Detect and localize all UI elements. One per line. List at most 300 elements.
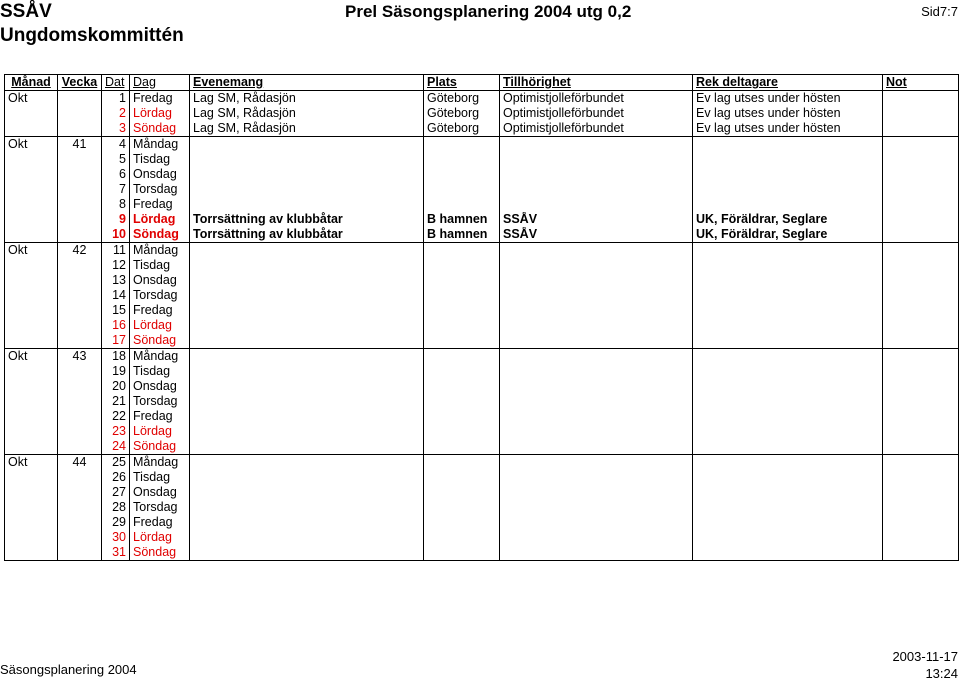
cell-evenemang: Torrsättning av klubbåtar	[190, 227, 424, 243]
cell-vecka	[58, 273, 102, 288]
table-row	[5, 485, 959, 500]
cell-rek	[693, 394, 883, 409]
cell-dat: 22	[102, 409, 130, 424]
cell-dat: 21	[102, 394, 130, 409]
cell-evenemang	[190, 349, 424, 365]
cell-tillhorighet	[500, 197, 693, 212]
table-row	[5, 137, 959, 153]
cell-plats	[424, 288, 500, 303]
cell-dag: Onsdag	[130, 485, 190, 500]
cell-manad: Okt	[5, 243, 58, 259]
table-row	[5, 91, 959, 107]
cell-not	[883, 197, 959, 212]
cell-vecka	[58, 227, 102, 243]
cell-rek	[693, 152, 883, 167]
cell-vecka	[58, 152, 102, 167]
cell-dag: Söndag	[130, 121, 190, 137]
cell-plats: B hamnen	[424, 227, 500, 243]
cell-evenemang	[190, 364, 424, 379]
cell-not	[883, 515, 959, 530]
cell-dat: 2	[102, 106, 130, 121]
cell-rek	[693, 530, 883, 545]
cell-not	[883, 500, 959, 515]
cell-not	[883, 455, 959, 471]
cell-plats: Göteborg	[424, 106, 500, 121]
cell-vecka	[58, 212, 102, 227]
cell-manad	[5, 197, 58, 212]
cell-evenemang	[190, 470, 424, 485]
cell-not	[883, 182, 959, 197]
cell-tillhorighet	[500, 318, 693, 333]
cell-tillhorighet: SSÅV	[500, 227, 693, 243]
col-header-evenemang: Evenemang	[190, 75, 424, 91]
cell-tillhorighet	[500, 303, 693, 318]
cell-plats	[424, 273, 500, 288]
cell-evenemang	[190, 318, 424, 333]
cell-plats	[424, 303, 500, 318]
cell-not	[883, 394, 959, 409]
table-row	[5, 167, 959, 182]
cell-manad	[5, 379, 58, 394]
cell-evenemang: Lag SM, Rådasjön	[190, 121, 424, 137]
table-row	[5, 409, 959, 424]
cell-rek	[693, 243, 883, 259]
cell-rek	[693, 409, 883, 424]
footer-title: Säsongsplanering 2004	[0, 662, 137, 677]
cell-tillhorighet	[500, 439, 693, 455]
cell-manad	[5, 364, 58, 379]
col-header-plats: Plats	[424, 75, 500, 91]
cell-dag: Torsdag	[130, 394, 190, 409]
schedule-table	[4, 74, 959, 561]
cell-vecka	[58, 515, 102, 530]
col-header-dag: Dag	[130, 75, 190, 91]
table-row	[5, 424, 959, 439]
cell-not	[883, 318, 959, 333]
cell-manad	[5, 288, 58, 303]
table-row	[5, 212, 959, 227]
cell-plats: Göteborg	[424, 91, 500, 107]
cell-rek: Ev lag utses under hösten	[693, 121, 883, 137]
cell-dag: Onsdag	[130, 379, 190, 394]
cell-not	[883, 545, 959, 561]
cell-vecka	[58, 470, 102, 485]
cell-dat: 15	[102, 303, 130, 318]
cell-dag: Torsdag	[130, 288, 190, 303]
cell-not	[883, 470, 959, 485]
cell-vecka	[58, 379, 102, 394]
cell-evenemang	[190, 167, 424, 182]
cell-tillhorighet	[500, 349, 693, 365]
cell-dag: Lördag	[130, 212, 190, 227]
cell-dat: 26	[102, 470, 130, 485]
cell-vecka: 43	[58, 349, 102, 365]
cell-vecka: 41	[58, 137, 102, 153]
cell-rek	[693, 349, 883, 365]
cell-plats	[424, 455, 500, 471]
cell-dag: Fredag	[130, 409, 190, 424]
cell-manad: Okt	[5, 455, 58, 471]
cell-not	[883, 379, 959, 394]
table-row	[5, 500, 959, 515]
cell-plats	[424, 379, 500, 394]
cell-not	[883, 167, 959, 182]
committee-name: Ungdomskommittén	[0, 25, 184, 46]
cell-plats	[424, 318, 500, 333]
cell-dat: 4	[102, 137, 130, 153]
cell-dag: Tisdag	[130, 364, 190, 379]
cell-dag: Måndag	[130, 349, 190, 365]
cell-dag: Tisdag	[130, 152, 190, 167]
cell-plats	[424, 137, 500, 153]
cell-rek: UK, Föräldrar, Seglare	[693, 227, 883, 243]
col-header-tillhorighet: Tillhörighet	[500, 75, 693, 91]
cell-manad	[5, 167, 58, 182]
cell-dat: 12	[102, 258, 130, 273]
cell-dag: Lördag	[130, 318, 190, 333]
cell-tillhorighet	[500, 333, 693, 349]
table-row	[5, 333, 959, 349]
cell-rek	[693, 470, 883, 485]
cell-tillhorighet	[500, 515, 693, 530]
cell-evenemang	[190, 515, 424, 530]
cell-plats	[424, 470, 500, 485]
org-name: SSÅV	[0, 1, 52, 22]
table-row	[5, 288, 959, 303]
cell-rek	[693, 545, 883, 561]
table-row	[5, 106, 959, 121]
cell-dat: 9	[102, 212, 130, 227]
cell-manad	[5, 485, 58, 500]
cell-not	[883, 424, 959, 439]
cell-dag: Torsdag	[130, 500, 190, 515]
cell-tillhorighet	[500, 137, 693, 153]
cell-not	[883, 106, 959, 121]
cell-evenemang	[190, 455, 424, 471]
cell-manad	[5, 409, 58, 424]
cell-dat: 17	[102, 333, 130, 349]
cell-evenemang	[190, 394, 424, 409]
cell-not	[883, 303, 959, 318]
cell-dat: 5	[102, 152, 130, 167]
cell-dat: 7	[102, 182, 130, 197]
cell-tillhorighet	[500, 182, 693, 197]
cell-tillhorighet	[500, 379, 693, 394]
cell-plats	[424, 364, 500, 379]
cell-dat: 14	[102, 288, 130, 303]
cell-dat: 23	[102, 424, 130, 439]
cell-not	[883, 485, 959, 500]
cell-rek: Ev lag utses under hösten	[693, 106, 883, 121]
cell-plats: B hamnen	[424, 212, 500, 227]
cell-plats	[424, 409, 500, 424]
cell-tillhorighet	[500, 167, 693, 182]
cell-tillhorighet	[500, 273, 693, 288]
cell-manad	[5, 439, 58, 455]
cell-vecka	[58, 333, 102, 349]
cell-vecka	[58, 409, 102, 424]
cell-dat: 20	[102, 379, 130, 394]
cell-vecka	[58, 394, 102, 409]
cell-tillhorighet	[500, 364, 693, 379]
cell-manad	[5, 273, 58, 288]
cell-vecka	[58, 530, 102, 545]
cell-plats	[424, 182, 500, 197]
table-row	[5, 273, 959, 288]
cell-vecka	[58, 500, 102, 515]
table-row	[5, 364, 959, 379]
cell-tillhorighet: Optimistjolleförbundet	[500, 91, 693, 107]
cell-vecka	[58, 106, 102, 121]
cell-dat: 11	[102, 243, 130, 259]
page-indicator: Sid7:7	[921, 4, 958, 19]
cell-vecka	[58, 121, 102, 137]
cell-dat: 8	[102, 197, 130, 212]
cell-evenemang: Lag SM, Rådasjön	[190, 106, 424, 121]
cell-plats	[424, 349, 500, 365]
cell-rek	[693, 258, 883, 273]
cell-dag: Fredag	[130, 91, 190, 107]
cell-rek	[693, 379, 883, 394]
table-row	[5, 121, 959, 137]
cell-plats	[424, 167, 500, 182]
cell-tillhorighet	[500, 258, 693, 273]
footer-date: 2003-11-17	[892, 649, 958, 664]
cell-evenemang	[190, 439, 424, 455]
cell-plats	[424, 424, 500, 439]
cell-dat: 31	[102, 545, 130, 561]
cell-dag: Tisdag	[130, 258, 190, 273]
cell-tillhorighet	[500, 530, 693, 545]
cell-dat: 6	[102, 167, 130, 182]
cell-not	[883, 227, 959, 243]
cell-plats	[424, 258, 500, 273]
table-row	[5, 439, 959, 455]
cell-dag: Lördag	[130, 530, 190, 545]
cell-vecka	[58, 303, 102, 318]
cell-manad	[5, 424, 58, 439]
cell-dat: 1	[102, 91, 130, 107]
cell-dat: 29	[102, 515, 130, 530]
cell-tillhorighet: Optimistjolleförbundet	[500, 106, 693, 121]
cell-dat: 13	[102, 273, 130, 288]
cell-tillhorighet	[500, 243, 693, 259]
cell-vecka	[58, 91, 102, 107]
col-header-rek-deltagare: Rek deltagare	[693, 75, 883, 91]
cell-dat: 18	[102, 349, 130, 365]
cell-rek	[693, 333, 883, 349]
cell-plats	[424, 394, 500, 409]
cell-manad	[5, 500, 58, 515]
cell-not	[883, 91, 959, 107]
col-header-not: Not	[883, 75, 959, 91]
cell-dat: 16	[102, 318, 130, 333]
cell-vecka	[58, 485, 102, 500]
cell-plats	[424, 197, 500, 212]
cell-manad	[5, 515, 58, 530]
cell-not	[883, 530, 959, 545]
cell-rek	[693, 515, 883, 530]
cell-vecka	[58, 545, 102, 561]
cell-dag: Söndag	[130, 545, 190, 561]
footer-time: 13:24	[925, 666, 958, 681]
cell-dag: Söndag	[130, 227, 190, 243]
cell-manad	[5, 333, 58, 349]
cell-vecka	[58, 197, 102, 212]
cell-manad	[5, 303, 58, 318]
cell-manad	[5, 545, 58, 561]
cell-tillhorighet	[500, 485, 693, 500]
table-row	[5, 227, 959, 243]
cell-vecka	[58, 318, 102, 333]
cell-plats	[424, 545, 500, 561]
cell-not	[883, 364, 959, 379]
cell-evenemang	[190, 243, 424, 259]
cell-rek	[693, 273, 883, 288]
cell-manad: Okt	[5, 91, 58, 107]
cell-evenemang	[190, 273, 424, 288]
cell-manad: Okt	[5, 349, 58, 365]
cell-tillhorighet: SSÅV	[500, 212, 693, 227]
cell-tillhorighet	[500, 424, 693, 439]
cell-dag: Söndag	[130, 333, 190, 349]
cell-dag: Lördag	[130, 424, 190, 439]
cell-plats	[424, 243, 500, 259]
schedule-body	[5, 91, 959, 561]
cell-dag: Måndag	[130, 137, 190, 153]
cell-evenemang: Lag SM, Rådasjön	[190, 91, 424, 107]
cell-not	[883, 288, 959, 303]
cell-evenemang	[190, 152, 424, 167]
cell-tillhorighet	[500, 409, 693, 424]
cell-vecka	[58, 364, 102, 379]
cell-vecka	[58, 424, 102, 439]
cell-vecka	[58, 182, 102, 197]
cell-not	[883, 137, 959, 153]
cell-evenemang	[190, 379, 424, 394]
cell-tillhorighet	[500, 455, 693, 471]
cell-tillhorighet	[500, 152, 693, 167]
cell-evenemang	[190, 485, 424, 500]
cell-evenemang	[190, 424, 424, 439]
cell-rek	[693, 485, 883, 500]
cell-manad: Okt	[5, 137, 58, 153]
cell-rek	[693, 500, 883, 515]
cell-not	[883, 121, 959, 137]
cell-not	[883, 333, 959, 349]
cell-not	[883, 273, 959, 288]
cell-evenemang	[190, 303, 424, 318]
cell-rek	[693, 364, 883, 379]
table-row	[5, 243, 959, 259]
table-row	[5, 379, 959, 394]
cell-tillhorighet	[500, 394, 693, 409]
cell-plats	[424, 333, 500, 349]
cell-evenemang: Torrsättning av klubbåtar	[190, 212, 424, 227]
cell-manad	[5, 470, 58, 485]
cell-not	[883, 349, 959, 365]
cell-plats	[424, 500, 500, 515]
cell-not	[883, 212, 959, 227]
cell-plats	[424, 439, 500, 455]
cell-dat: 27	[102, 485, 130, 500]
cell-evenemang	[190, 137, 424, 153]
cell-plats: Göteborg	[424, 121, 500, 137]
cell-rek	[693, 318, 883, 333]
table-row	[5, 303, 959, 318]
cell-evenemang	[190, 333, 424, 349]
table-row	[5, 318, 959, 333]
cell-rek	[693, 182, 883, 197]
cell-evenemang	[190, 288, 424, 303]
cell-rek	[693, 137, 883, 153]
cell-plats	[424, 515, 500, 530]
cell-dat: 30	[102, 530, 130, 545]
table-row	[5, 455, 959, 471]
cell-rek	[693, 303, 883, 318]
col-header-vecka: Vecka	[58, 75, 102, 91]
cell-evenemang	[190, 409, 424, 424]
table-row	[5, 258, 959, 273]
table-row	[5, 349, 959, 365]
cell-vecka: 44	[58, 455, 102, 471]
cell-dag: Fredag	[130, 197, 190, 212]
cell-dag: Torsdag	[130, 182, 190, 197]
cell-tillhorighet	[500, 288, 693, 303]
cell-evenemang	[190, 500, 424, 515]
cell-dag: Tisdag	[130, 470, 190, 485]
cell-not	[883, 243, 959, 259]
cell-rek: Ev lag utses under hösten	[693, 91, 883, 107]
cell-evenemang	[190, 197, 424, 212]
cell-dag: Onsdag	[130, 273, 190, 288]
cell-vecka	[58, 288, 102, 303]
cell-dat: 3	[102, 121, 130, 137]
cell-rek	[693, 455, 883, 471]
header-left	[0, 0, 184, 48]
cell-manad	[5, 152, 58, 167]
cell-plats	[424, 152, 500, 167]
cell-rek	[693, 288, 883, 303]
cell-evenemang	[190, 258, 424, 273]
cell-plats	[424, 485, 500, 500]
table-row	[5, 152, 959, 167]
cell-dat: 25	[102, 455, 130, 471]
cell-evenemang	[190, 182, 424, 197]
footer-timestamp	[892, 648, 958, 682]
cell-manad	[5, 121, 58, 137]
cell-tillhorighet	[500, 500, 693, 515]
col-header-manad: Månad	[5, 75, 58, 91]
table-row	[5, 197, 959, 212]
cell-manad	[5, 227, 58, 243]
col-header-dat: Dat	[102, 75, 130, 91]
table-row	[5, 394, 959, 409]
cell-tillhorighet	[500, 470, 693, 485]
header-row	[5, 75, 959, 91]
cell-dat: 24	[102, 439, 130, 455]
cell-not	[883, 152, 959, 167]
cell-dat: 10	[102, 227, 130, 243]
table-row	[5, 515, 959, 530]
cell-dat: 28	[102, 500, 130, 515]
cell-manad	[5, 258, 58, 273]
cell-not	[883, 409, 959, 424]
cell-dag: Fredag	[130, 515, 190, 530]
cell-dag: Måndag	[130, 455, 190, 471]
cell-manad	[5, 106, 58, 121]
cell-manad	[5, 182, 58, 197]
